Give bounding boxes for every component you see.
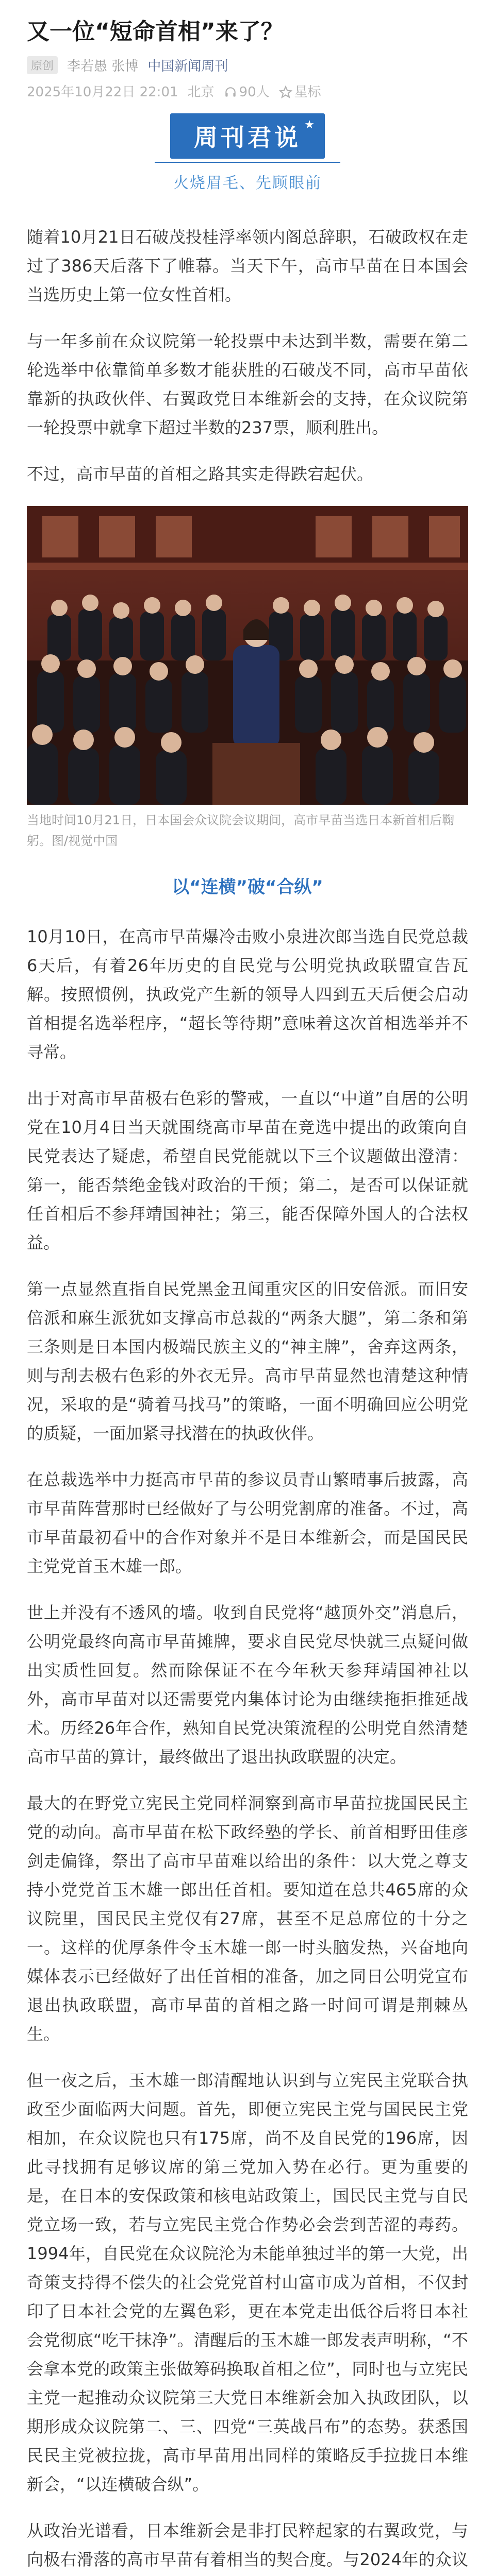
column-banner xyxy=(170,113,325,159)
article-meta xyxy=(0,48,495,76)
banner-underline xyxy=(155,162,340,163)
star-toggle[interactable] xyxy=(279,81,321,100)
paragraph: 随着10月21日石破茂投桂浮率领内阁总辞职，石破政权在走过了386天后落下了帷幕。当天下午，高市早苗在日本国会当选历史上第一位女性首相。 xyxy=(27,227,468,304)
column-subtitle: 火烧眉毛、先顾眼前 xyxy=(173,174,322,192)
original-badge: 原创 xyxy=(27,56,58,74)
headphone-icon xyxy=(224,86,237,99)
listen-count[interactable] xyxy=(224,81,270,100)
column-header xyxy=(0,113,495,193)
paragraph: 不过，高市早苗的首相之路其实走得跌宕起伏。 xyxy=(27,464,374,484)
listen-count-value: 90人 xyxy=(239,84,270,100)
photo-caption: 当地时间10月21日，日本国会众议院会议期间，高市早苗当选日本新首相后鞠躬。图/视觉中国 xyxy=(27,813,455,848)
column-banner-text: 周刊君说 xyxy=(194,124,301,151)
paragraph: 最大的在野党立宪民主党同样洞察到高市早苗拉拢国民民主党的动向。高市早苗在松下政经塾的学长、前首相野田佳彦剑走偏锋，祭出了高市早苗难以给出的条件：以大党之尊支持小党党首玉木雄一郎出任首相。要知道在总共465席的众议院里，国民民主党仅有27席，甚至不足总席位的十分之一。这样的优厚条件令玉木雄一郎一时头脑发热，兴奋地向媒体表示已经做好了出任首相的准备，加之同日公明党宣布退出执政联盟，高市早苗的首相之路一时间可谓是荆棘丛生。 xyxy=(27,1793,468,2044)
paragraph: 与一年多前在众议院第一轮投票中未达到半数，需要在第二轮选举中依靠简单多数才能获胜的石破茂不同，高市早苗依靠新的执政伙伴、右翼政党日本维新会的支持，在众议院第一轮投票中就拿下超过半数的237票，顺利胜出。 xyxy=(27,331,468,437)
article-title: 又一位“短命首相”来了？ xyxy=(27,19,284,45)
article-authors: 李若愚 张博 xyxy=(67,58,139,74)
paragraph: 第一点显然直指自民党黑金丑闻重灾区的旧安倍派。而旧安倍派和麻生派犹如支撑高市总裁的“两条大腿”，第二条和第三条则是日本国内极端民族主义的“神主牌”，舍弃这两条，则与刮去极右色彩的外衣无异。高市早苗显然也清楚这种情况，采取的是“骑着马找马”的策略，一面不明确回应公明党的质疑，一面加紧寻找潜在的执政伙伴。 xyxy=(27,1279,468,1443)
star-label: 星标 xyxy=(294,84,321,100)
paragraph: 10月10日，在高市早苗爆冷击败小泉进次郎当选自民党总裁6天后，有着26年历史的自民党与公明党执政联盟宣告瓦解。按照惯例，执政党产生新的领导人四到五天后便会启动首相提名选举程序，“超长等待期”意味着这次首相选举并不寻常。 xyxy=(27,927,468,1062)
publish-datetime: 2025年10月22日 22:01 xyxy=(27,84,178,100)
source-account-link[interactable]: 中国新闻周刊 xyxy=(147,58,228,74)
star-icon xyxy=(279,86,292,99)
paragraph: 出于对高市早苗极右色彩的警戒，一直以“中道”自居的公明党在10月4日当天就围绕高市早苗在竞选中提出的政策向自民党表达了疑虑，希望自民党能就以下三个议题做出澄清：第一，能否禁绝金钱对政治的干预；第二，是否可以保证就任首相后不参拜靖国神社；第三，能否保障外国人的合法权益。 xyxy=(27,1089,468,1252)
paragraph: 世上并没有不透风的墙。收到自民党将“越顶外交”消息后，公明党最终向高市早苗摊牌，要求自民党尽快就三点疑问做出实质性回复。然而除保证不在今年秋天参拜靖国神社以外，高市早苗对以还需要党内集体讨论为由继续拖拒推延战术。历经26年合作，熟知自民党决策流程的公明党自然清楚高市早苗的算计，最终做出了退出执政联盟的决定。 xyxy=(27,1603,468,1767)
publish-location: 北京 xyxy=(187,84,214,100)
paragraph: 但一夜之后，玉木雄一郎清醒地认识到与立宪民主党联合执政至少面临两大问题。首先，即便立宪民主党与国民民主党相加，在众议院也只有175席，尚不及自民党的196席，因此寻找拥有足够议席的第三党加入势在必行。更为重要的是，在日本的安保政策和核电站政策上，国民民主党与自民党立场一致，若与立宪民主党合作势必会尝到苦涩的毒药。1994年，自民党在众议院沦为未能单独过半的第一大党，出奇策支持得不偿失的社会党党首村山富市成为首相，不仅封印了日本社会党的左翼色彩，更在本党走出低谷后将日本社会党彻底“吃干抹净”。清醒后的玉木雄一郎发表声明称，“不会拿本党的政策主张做筹码换取首相之位”，同时也与立宪民主党一起推动众议院第三大党日本维新会加入执政团队，以期形成众议院第二、三、四党“三英战吕布”的态势。获悉国民民主党被拉拢，高市早苗用出同样的策略反手拉拢日本维新会，“以连横破合纵”。 xyxy=(27,2071,468,2494)
parliament-photo-illustration xyxy=(27,506,468,805)
article-body-bottom xyxy=(0,922,495,2576)
paragraph: 在总裁选举中力挺高市早苗的参议员青山繁晴事后披露，高市早苗阵营那时已经做好了与公明党割席的准备。不过，高市早苗最初看中的合作对象并不是日本维新会，而是国民民主党党首玉木雄一郎。 xyxy=(27,1470,468,1576)
section-heading-wrap xyxy=(0,873,495,902)
paragraph: 从政治光谱看，日本维新会是非打民粹起家的右翼政党，与向极右滑落的高市早苗有着相当的契合度。与2024年的众议 xyxy=(27,2521,468,2569)
article-photo[interactable] xyxy=(27,506,468,805)
article-body-top xyxy=(0,223,495,488)
banner-star-icon: ★ xyxy=(304,118,318,131)
section-heading: 以“连横”破“合纵” xyxy=(172,877,323,897)
article-meta-secondary xyxy=(0,76,495,102)
